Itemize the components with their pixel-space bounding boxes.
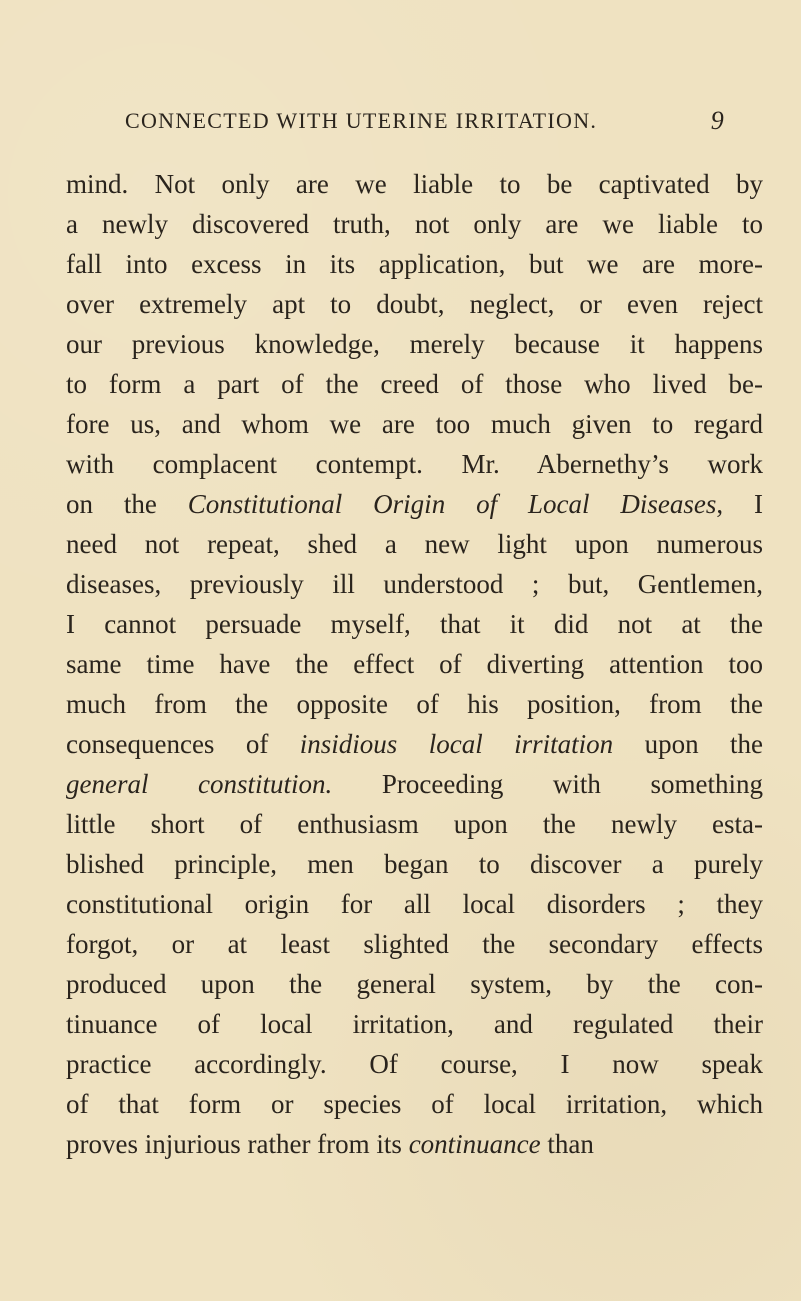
text-line xyxy=(66,524,763,564)
text-line xyxy=(66,564,763,604)
text-run: our previous knowledge, merely because it happens xyxy=(66,329,763,359)
text-line xyxy=(66,804,763,844)
text-line xyxy=(66,1044,763,1084)
text-line xyxy=(66,644,763,684)
italic-text: insidious local irritation xyxy=(299,729,614,759)
text-line xyxy=(66,884,763,924)
text-line xyxy=(66,404,763,444)
text-run: tinuance of local irritation, and regulated their xyxy=(66,1009,763,1039)
italic-text: Constitutional Origin of Local Diseases xyxy=(187,489,717,519)
text-line xyxy=(66,1084,763,1124)
text-run: forgot, or at least slighted the secondary effects xyxy=(66,929,763,959)
text-run: much from the opposite of his position, from the xyxy=(66,689,763,719)
text-line xyxy=(66,724,763,764)
text-run: produced upon the general system, by the con- xyxy=(66,969,763,999)
text-run: over extremely apt to doubt, neglect, or even reject xyxy=(66,289,763,319)
text-line xyxy=(66,164,763,204)
text-run: little short of enthusiasm upon the newly esta- xyxy=(66,809,763,839)
text-run: than xyxy=(540,1129,594,1159)
running-header xyxy=(125,106,725,136)
text-line xyxy=(66,924,763,964)
header-title: CONNECTED WITH UTERINE IRRITATION. xyxy=(125,108,598,133)
italic-text: general constitution. xyxy=(66,769,333,799)
text-line xyxy=(66,244,763,284)
text-run: fore us, and whom we are too much given to regard xyxy=(66,409,763,439)
text-run: consequences of xyxy=(66,729,300,759)
text-run: constitutional origin for all local disorders ; they xyxy=(66,889,763,919)
text-run: of that form or species of local irritation, which xyxy=(66,1089,763,1119)
text-run: blished principle, men began to discover a purely xyxy=(66,849,763,879)
text-run: , I xyxy=(716,489,763,519)
text-run: mind. Not only are we liable to be captivated by xyxy=(66,169,763,199)
text-line xyxy=(66,204,763,244)
text-line xyxy=(66,964,763,1004)
text-line xyxy=(66,444,763,484)
text-run: upon the xyxy=(613,729,763,759)
text-run: to form a part of the creed of those who lived be- xyxy=(66,369,763,399)
text-run: practice accordingly. Of course, I now speak xyxy=(66,1049,763,1079)
text-line xyxy=(66,484,763,524)
text-run: on the xyxy=(66,489,188,519)
text-run: a newly discovered truth, not only are we liable to xyxy=(66,209,763,239)
text-line xyxy=(66,324,763,364)
text-line xyxy=(66,1124,763,1164)
text-line xyxy=(66,844,763,884)
text-line xyxy=(66,764,763,804)
page-number: 9 xyxy=(710,106,725,135)
text-line xyxy=(66,604,763,644)
text-line xyxy=(66,284,763,324)
italic-text: continuance xyxy=(408,1129,541,1159)
text-run: I cannot persuade myself, that it did not at the xyxy=(66,609,763,639)
text-run: need not repeat, shed a new light upon numerous xyxy=(66,529,763,559)
text-line xyxy=(66,364,763,404)
text-run: fall into excess in its application, but we are more- xyxy=(66,249,763,279)
text-run: proves injurious rather from its xyxy=(66,1129,409,1159)
body-text xyxy=(66,164,763,1164)
text-line xyxy=(66,1004,763,1044)
text-line xyxy=(66,684,763,724)
text-run: with complacent contempt. Mr. Abernethy’s work xyxy=(66,449,763,479)
text-run: Proceeding with something xyxy=(332,769,763,799)
text-run: same time have the effect of diverting attention too xyxy=(66,649,763,679)
text-run: diseases, previously ill understood ; but, Gentlemen, xyxy=(66,569,763,599)
